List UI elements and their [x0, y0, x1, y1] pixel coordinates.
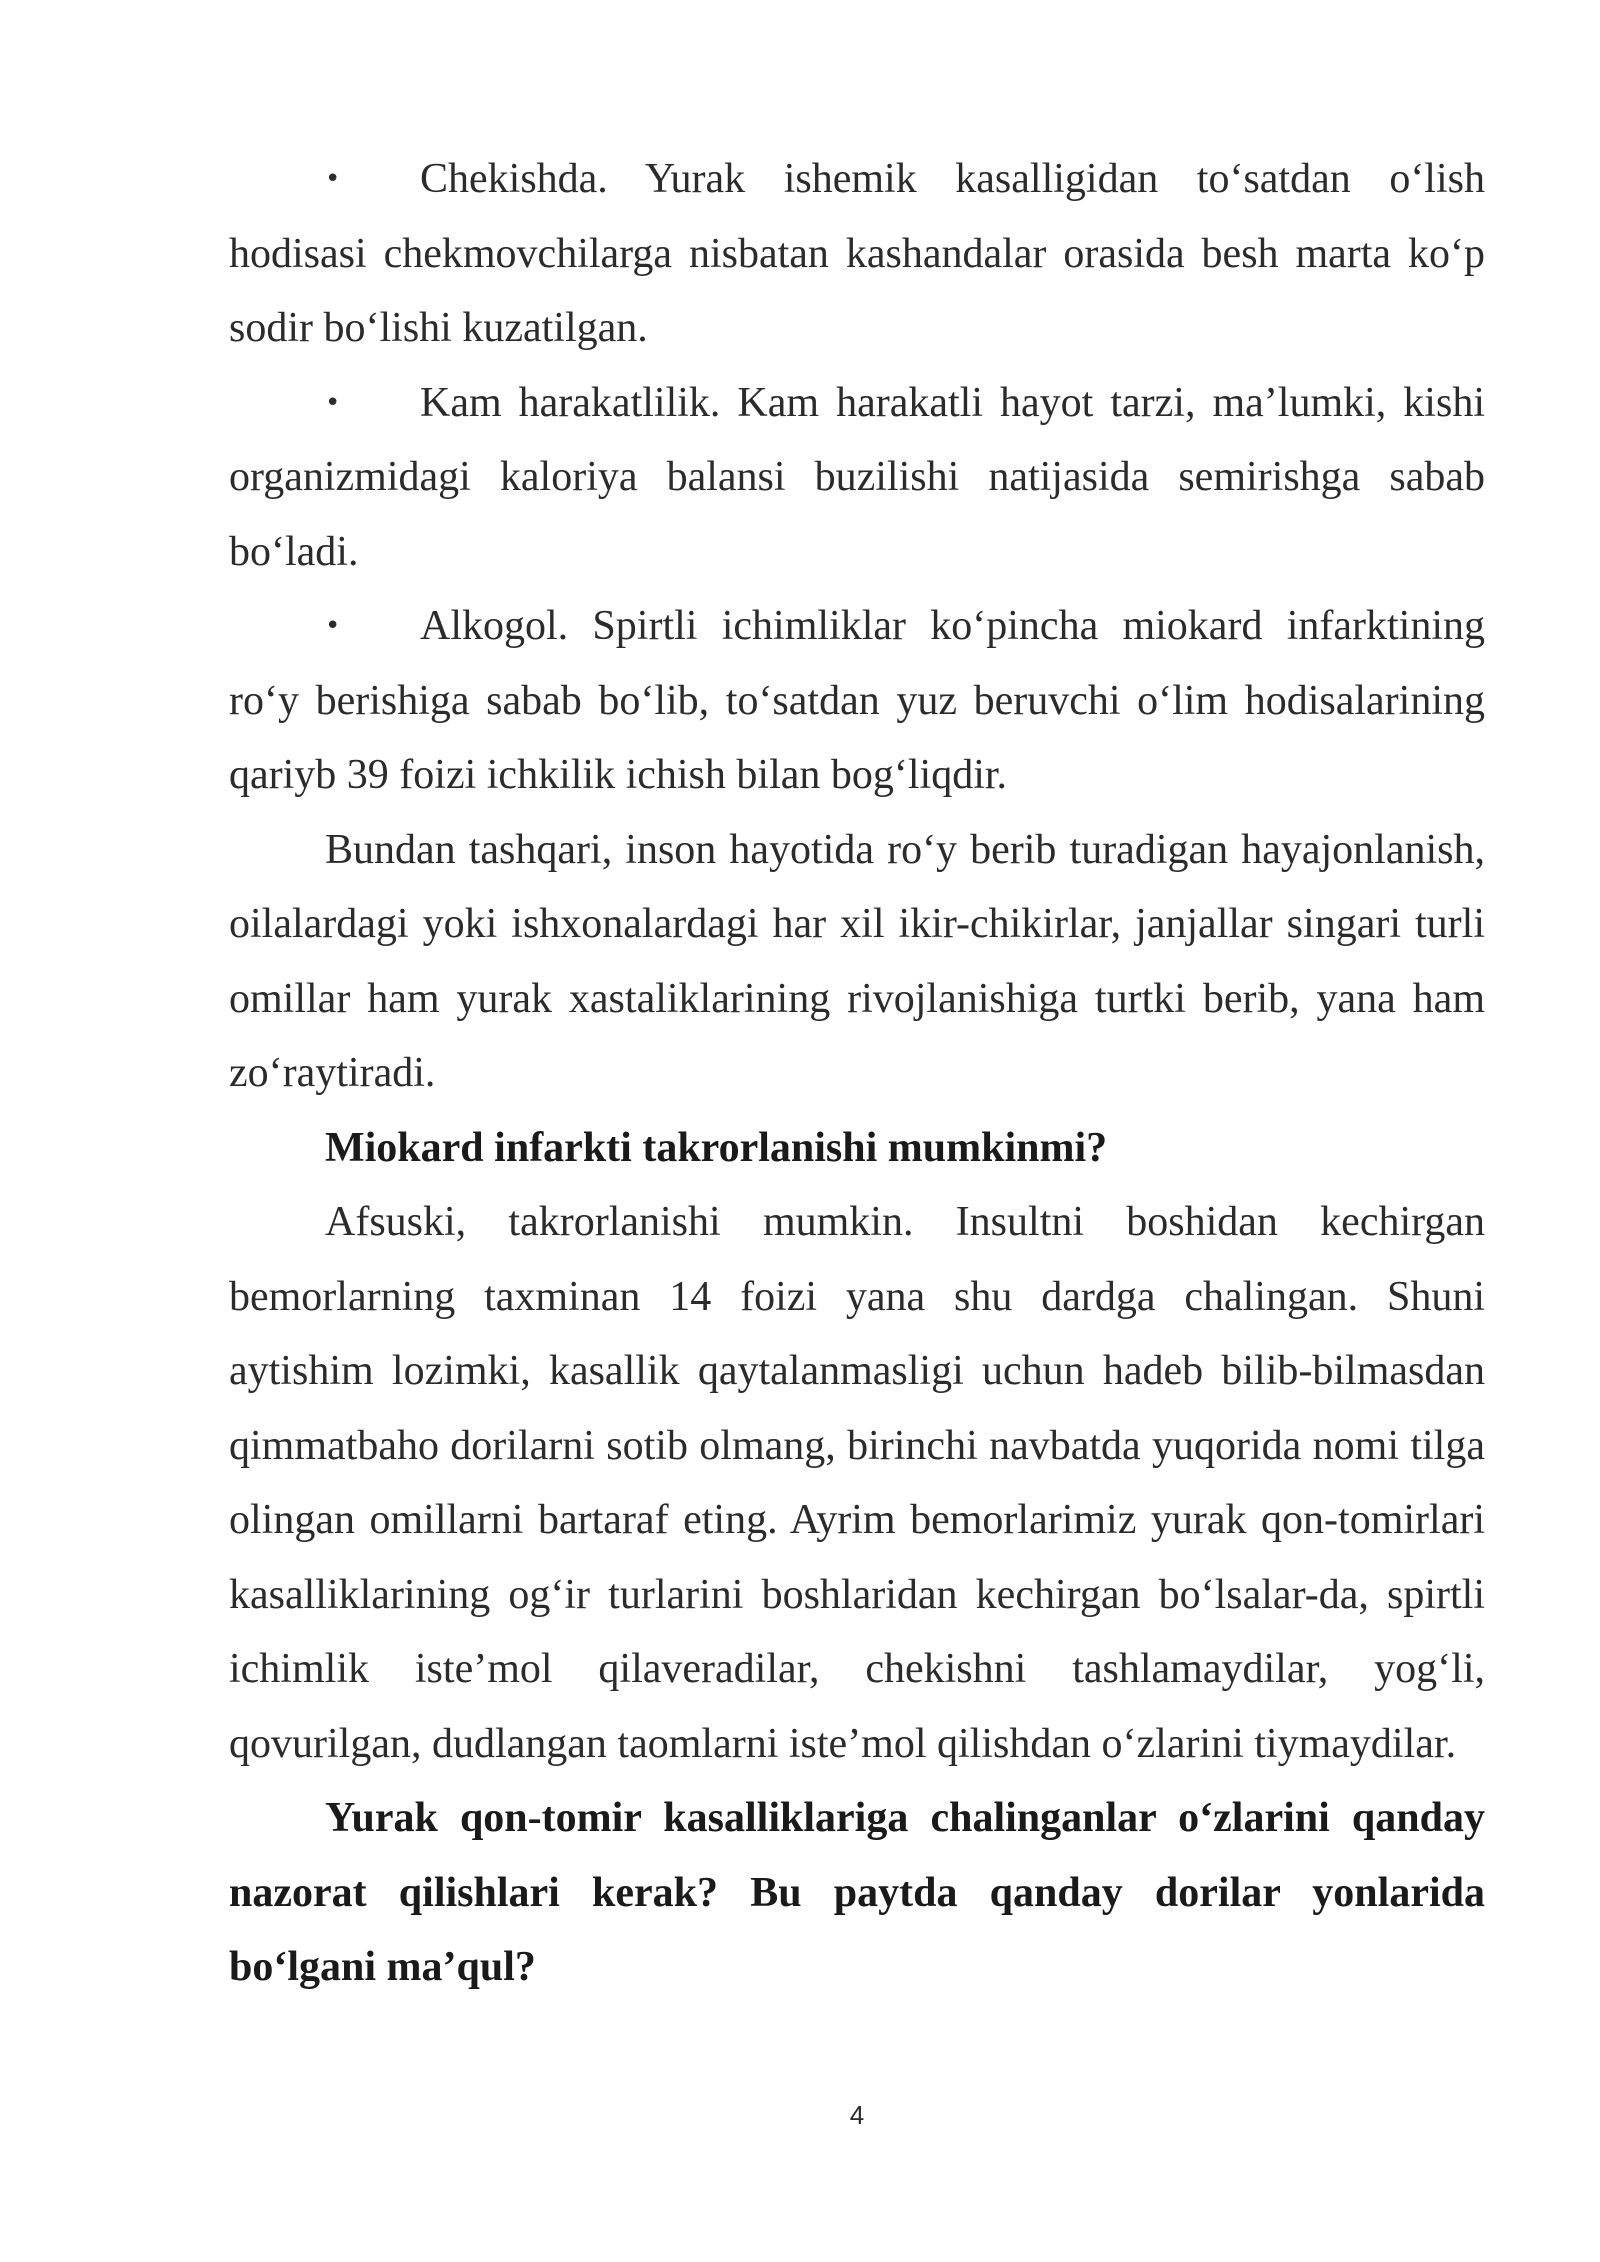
bullet-item-smoking [229, 142, 1485, 366]
section-heading-self-control: Yurak qon-tomir kasalliklariga chalinganlar o‘zlarini qanday nazorat qilishlari kerak? Bu paytda qanday dorilar yonlarida bo‘lgani ma’qul? [229, 1795, 1485, 1990]
bullet-marker: • [325, 611, 341, 641]
bullet-text: Alkogol. Spirtli ichimliklar ko‘pincha miokard infarktining ro‘y berishiga sabab bo‘lib, to‘satdan yuz beruvchi o‘lim hodisalarining qariyb 39 foizi ichkilik ichish bilan bog‘liqdir. [229, 603, 1485, 798]
section-heading-recurrence: Miokard infarkti takrorlanishi mumkinmi? [325, 1124, 1108, 1171]
page-number: 4 [849, 2100, 865, 2130]
page-body [229, 142, 1485, 2005]
bullet-item-alcohol [229, 589, 1485, 813]
bullet-marker: • [325, 164, 341, 194]
bullet-text: Kam harakatlilik. Kam harakatli hayot tarzi, ma’lumki, kishi organizmidagi kaloriya balansi buzilishi natijasida semirishga sabab bo‘ladi. [229, 379, 1485, 575]
bullet-item-inactivity [229, 366, 1485, 590]
paragraph-other-factors: Bundan tashqari, inson hayotida ro‘y berib turadigan hayajonlanish, oilalardagi yoki ishxonalardagi har xil ikir-chikirlar, janjallar singari turli omillar ham yurak xastaliklarining rivojlanishiga turtki berib, yana ham zo‘raytiradi. [229, 826, 1485, 1096]
paragraph-recurrence: Afsuski, takrorlanishi mumkin. Insultni boshidan kechirgan bemorlarning taxminan 14 foizi yana shu dardga chalingan. Shuni aytishim lozimki, kasallik qaytalanmasligi uchun hadeb bilib-bilmasdan qimmatbaho dorilarni sotib olmang, birinchi navbatda yuqorida nomi tilga olingan omillarni bartaraf eting. Ayrim bemorlarimiz yurak qon-tomirlari kasalliklarining og‘ir turlarini boshlaridan kechirgan bo‘lsalar-da, spirtli ichimlik iste’mol qilaveradilar, chekishni tashlamaydilar, yog‘li, qovurilgan, dudlangan taomlarni iste’mol qilishdan o‘zlarini tiymaydilar. [229, 1199, 1485, 1767]
bullet-marker: • [325, 387, 341, 418]
bullet-text: Chekishda. Yurak ishemik kasalligidan to‘satdan o‘lish hodisasi chekmovchilarga nisbatan kashandalar orasida besh marta ko‘p sodir bo‘lishi kuzatilgan. [229, 156, 1485, 351]
